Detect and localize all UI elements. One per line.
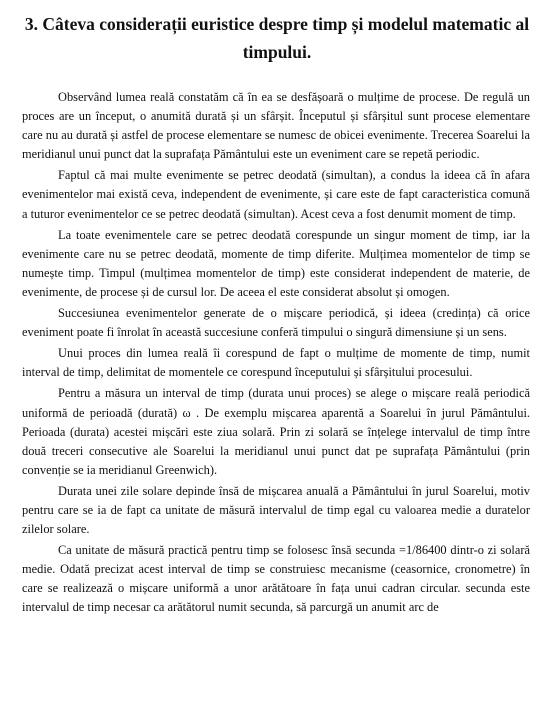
- paragraph: Ca unitate de măsură practică pentru timp se folosesc însă secunda =1/86400 dintr-o zi solară medie. Odată precizat acest interval de timp se construiesc mecanisme (ceasornice, cronometre) în care se realizează o mișcare uniformă a unor arătătoare în fața unui cadran circular. secunda este intervalul de timp necesar ca arătătorul numit secunda, să parcurgă un anumit arc de: [22, 543, 530, 615]
- section-title: 3. Câteva considerații euristice despre timp și modelul matematic al timpului.: [24, 14, 530, 62]
- paragraph: Faptul că mai multe evenimente se petrec deodată (simultan), a condus la ideea că în afara evenimentelor mai există ceva, independent de evenimente, și care este de fapt caracteristica comună a tuturor evenimentelor ce se petrec deodată (simultan). Acest ceva a fost denumit moment de timp.: [22, 168, 530, 221]
- paragraph: Durata unei zile solare depinde însă de mișcarea anuală a Pământului în jurul Soarelui, motiv pentru care se ia de fapt ca unitate de măsură intervalul de timp egal cu valoarea medie a duratelor zilelor solare.: [22, 483, 530, 537]
- paragraph: Observând lumea reală constatăm că în ea se desfășoară o mulțime de procese. De regulă un proces are un început, o anumită durată și un sfârșit. Începutul și sfârșitul sunt procese elementare care nu au durată și astfel de procese elementare se numesc de obicei evenimente. Trecerea Soarelui la meridianul unui punct dat la suprafața Pământului este un eveniment care se repetă periodic.: [22, 90, 530, 162]
- paragraph: Succesiunea evenimentelor generate de o mișcare periodică, și ideea (credința) că orice eveniment poate fi înrolat în această succesiune conferă timpului o singură dimensiune și un sens.: [22, 306, 530, 340]
- paragraph: Pentru a măsura un interval de timp (durata unui proces) se alege o mișcare reală periodică uniformă de perioadă (durată) ω . De exemplu mișcarea aparentă a Soarelui în jurul Pământului. Perioada (durata) acestei mișcări este ziua solară. Prin zi solară se înțelege intervalul de timp între două treceri consecutive ale Soarelui la meridianul unui punct dat pe suprafața Pământului (prin convenție se ia meridianul Greenwich).: [22, 386, 530, 477]
- paragraph: Unui proces din lumea reală îi corespund de fapt o mulțime de momente de timp, numit interval de timp, delimitat de momentele ce corespund începutului și sfârșitului procesului.: [22, 346, 530, 380]
- document-body: [22, 88, 530, 620]
- paragraph: La toate evenimentele care se petrec deodată corespunde un singur moment de timp, iar la evenimente care nu se petrec deodată, momente de timp diferite. Mulțimea momentelor de timp se numește timp. Timpul (mulțimea momentelor de timp) este considerat independent de materie, de evenimente, de procese și de cursul lor. De aceea el este considerat absolut și omogen.: [22, 227, 530, 299]
